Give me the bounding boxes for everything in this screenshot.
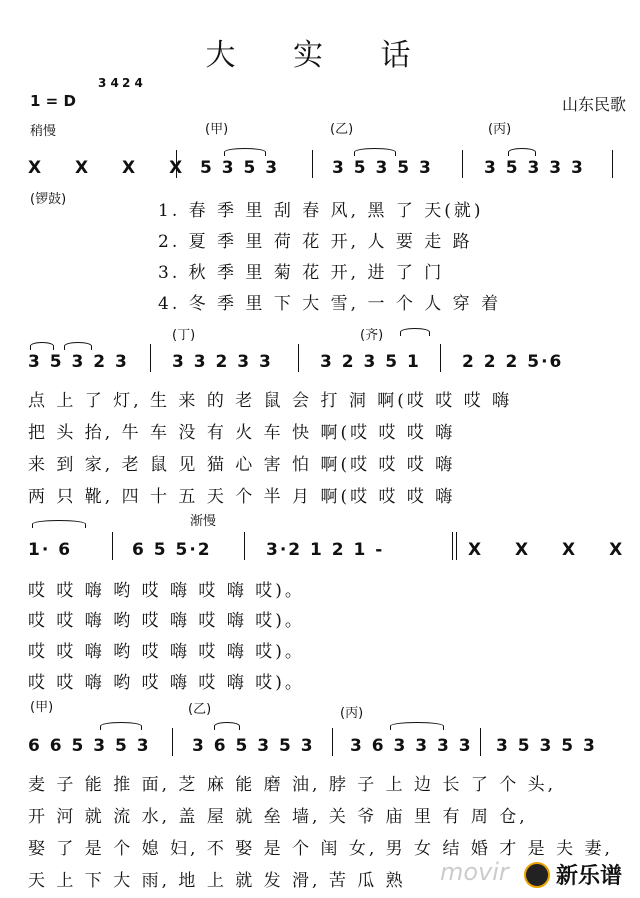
measure-1: 5 3 5 3 <box>200 158 280 178</box>
watermark-text: movir <box>440 858 509 886</box>
intro-percussion: X X X X <box>28 158 197 178</box>
measure-11: 6 6 5 3 5 3 <box>28 736 151 756</box>
measure-14: 3 5 3 5 3 <box>496 736 597 756</box>
lyrics-line: 来 到 家, 老 鼠 见 猫 心 害 怕 啊(哎 哎 哎 嗨 <box>28 455 456 475</box>
section-label-bing: (丙) <box>488 122 512 137</box>
measure-5: 3 3 2 3 3 <box>172 352 273 372</box>
lyrics-line: 开 河 就 流 水, 盖 屋 就 垒 墙, 关 爷 庙 里 有 周 仓, <box>28 807 528 827</box>
lyrics-line: 哎 哎 嗨 哟 哎 嗨 哎 嗨 哎)。 <box>28 642 305 662</box>
measure-13: 3 6 3 3 3 3 <box>350 736 473 756</box>
measure-10: 3·2 1 2 1 - <box>266 540 385 560</box>
lyrics-line: 娶 了 是 个 媳 妇, 不 娶 是 个 闺 女, 男 女 结 婚 才 是 夫 妻, <box>28 839 613 859</box>
lyrics-line: 哎 哎 嗨 哟 哎 嗨 哎 嗨 哎)。 <box>28 673 305 693</box>
section-label-ding: (丁) <box>172 328 196 343</box>
tempo-mark-gradual: 渐慢 <box>190 514 217 529</box>
watermark-brand <box>524 859 622 890</box>
measure-3: 3 5 3 3 3 <box>484 158 585 178</box>
measure-2: 3 5 3 5 3 <box>332 158 433 178</box>
lyrics-line: 点 上 了 灯, 生 来 的 老 鼠 会 打 洞 啊(哎 哎 哎 嗨 <box>28 391 513 411</box>
measure-7: 2 2 2 5·6 <box>462 352 564 372</box>
tempo-mark: 稍慢 <box>30 124 57 139</box>
section-label-yi-2: (乙) <box>188 702 212 717</box>
section-label-jia: (甲) <box>205 122 229 137</box>
lyrics-line: 天 上 下 大 雨, 地 上 就 发 滑, 苦 瓜 熟 <box>28 871 406 891</box>
lyrics-line: 麦 子 能 推 面, 芝 麻 能 磨 油, 脖 子 上 边 长 了 个 头, <box>28 775 557 795</box>
key-signature: 1 = D <box>30 92 76 110</box>
measure-4: 3 5 3 2 3 <box>28 352 129 372</box>
intro-label: (锣鼓) <box>30 192 67 207</box>
brand-name: 新乐谱 <box>555 864 622 889</box>
page-title: 大 实 话 <box>205 38 435 73</box>
lyrics-line: 3. 秋 季 里 菊 花 开, 进 了 门 <box>158 263 445 283</box>
song-source: 山东民歌 <box>561 95 626 114</box>
measure-8: 1· 6 <box>28 540 73 560</box>
lyrics-line: 哎 哎 嗨 哟 哎 嗨 哎 嗨 哎)。 <box>28 581 305 601</box>
lyrics-line: 把 头 抬, 牛 车 没 有 火 车 快 啊(哎 哎 哎 嗨 <box>28 423 456 443</box>
meter-2-4: 2 4 <box>122 76 143 90</box>
measure-9: 6 5 5·2 <box>132 540 212 560</box>
outro-percussion: X X X X <box>468 540 637 560</box>
section-label-bing-2: (丙) <box>340 706 364 721</box>
section-label-qi: (齐) <box>360 328 384 343</box>
lyrics-line: 1. 春 季 里 刮 春 风, 黑 了 天(就) <box>158 201 484 221</box>
lyrics-line: 2. 夏 季 里 荷 花 开, 人 要 走 路 <box>158 232 473 252</box>
logo-icon <box>524 862 550 888</box>
lyrics-line: 4. 冬 季 里 下 大 雪, 一 个 人 穿 着 <box>158 294 502 314</box>
meter-3-4: 3 4 <box>98 76 119 90</box>
measure-12: 3 6 5 3 5 3 <box>192 736 315 756</box>
lyrics-line: 哎 哎 嗨 哟 哎 嗨 哎 嗨 哎)。 <box>28 611 305 631</box>
measure-6: 3 2 3 5 1 <box>320 352 421 372</box>
lyrics-line: 两 只 靴, 四 十 五 天 个 半 月 啊(哎 哎 哎 嗨 <box>28 487 456 507</box>
section-label-jia-2: (甲) <box>30 700 54 715</box>
section-label-yi: (乙) <box>330 122 354 137</box>
